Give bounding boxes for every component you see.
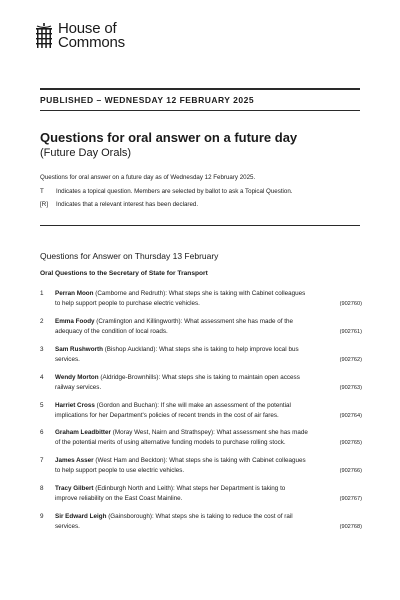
question-number: 3 (40, 346, 44, 353)
constituency: (Bishop Auckland): (104, 346, 158, 353)
question-ref: (902767) (339, 496, 362, 502)
question-ref: (902768) (339, 524, 362, 530)
question-text-line2: services. (55, 523, 80, 530)
question-text-line2: to help support people to use electric vehicles. (55, 467, 185, 474)
constituency: (Aldridge-Brownhills): (100, 374, 161, 381)
question-number: 7 (40, 457, 44, 464)
member-name: Sir Edward Leigh (55, 513, 107, 520)
member-name: Harriet Cross (55, 402, 95, 409)
constituency: (Cramlington and Killingworth): (96, 318, 183, 325)
question-ref: (902766) (339, 468, 362, 474)
published-date: PUBLISHED – WEDNESDAY 12 FEBRUARY 2025 (40, 95, 255, 105)
logo-line-1: House of (58, 20, 117, 37)
constituency: (West Ham and Beckton): (95, 457, 168, 464)
top-divider (40, 88, 360, 90)
question-text-line1: What steps she is taking to reduce the cost of rail (153, 513, 293, 520)
section-heading: Questions for Answer on Thursday 13 February (40, 251, 219, 261)
question-text-line1: What steps she is taking to maintain open access (160, 374, 300, 381)
question-ref: (902764) (339, 413, 362, 419)
question-text-line2: of the potential merits of using alternative funding models to purchase rolling stock. (55, 439, 286, 446)
question-text-line2: adequacy of the condition of local roads. (55, 328, 168, 335)
question-number: 6 (40, 429, 44, 436)
question-text-line1: What steps she is taking to help improve local bus (157, 346, 299, 353)
legend-key: T (40, 188, 44, 195)
question-text-line1: What steps she is taking with Cabinet colleagues (167, 290, 306, 297)
legend-interest (40, 201, 198, 208)
question-text-line1: What steps her Department is taking to (174, 485, 286, 492)
constituency: (Gordon and Buchan): (96, 402, 159, 409)
question-ref: (902760) (339, 301, 362, 307)
question-text-line1: If she will make an assessment of the potential (158, 402, 291, 409)
question-number: 8 (40, 485, 44, 492)
member-name: Wendy Morton (55, 374, 99, 381)
member-name: James Asser (55, 457, 94, 464)
question-text-line2: implications for her Department's policies of recent trends in the cost of air fares. (55, 412, 279, 419)
question-number: 9 (40, 513, 44, 520)
question-ref: (902761) (339, 329, 362, 335)
legend-topical (40, 188, 293, 195)
legend-key: [R] (40, 201, 48, 208)
intro-text: Questions for oral answer on a future day as of Wednesday 12 February 2025. (40, 174, 256, 181)
question-text-line2: improve reliability on the East Coast Mainline. (55, 495, 183, 502)
published-divider (40, 110, 360, 111)
question-ref: (902765) (339, 440, 362, 446)
question-text-line2: railway services. (55, 384, 102, 391)
question-number: 4 (40, 374, 44, 381)
member-name: Emma Foody (55, 318, 95, 325)
house-of-commons-logo (34, 22, 125, 50)
constituency: (Edinburgh North and Leith): (95, 485, 175, 492)
constituency: (Gainsborough): (108, 513, 154, 520)
member-name: Perran Moon (55, 290, 94, 297)
question-text-line2: services. (55, 356, 80, 363)
member-name: Tracy Gilbert (55, 485, 94, 492)
constituency: (Moray West, Nairn and Strathspey): (112, 429, 215, 436)
question-number: 1 (40, 290, 44, 297)
department-heading: Oral Questions to the Secretary of State for Transport (40, 270, 208, 277)
logo-line-2: Commons (58, 34, 125, 51)
page-title: Questions for oral answer on a future day (40, 130, 298, 145)
section-divider (40, 225, 360, 226)
question-text-line1: What assessment she has made of the (182, 318, 293, 325)
member-name: Graham Leadbitter (55, 429, 111, 436)
question-text-line1: What assessment she has made (214, 429, 308, 436)
legend-text: Indicates that a relevant interest has been declared. (56, 201, 199, 208)
question-text-line2: to help support people to purchase electric vehicles. (55, 300, 200, 307)
question-number: 5 (40, 402, 44, 409)
legend-text: Indicates a topical question. Members are selected by ballot to ask a Topical Question. (56, 188, 293, 195)
page-subtitle: (Future Day Orals) (40, 147, 132, 159)
question-number: 2 (40, 318, 44, 325)
question-ref: (902763) (339, 385, 362, 391)
portcullis-icon (34, 23, 54, 49)
constituency: (Camborne and Redruth): (95, 290, 168, 297)
member-name: Sam Rushworth (55, 346, 103, 353)
question-ref: (902762) (339, 357, 362, 363)
question-text-line1: What steps she is taking with Cabinet colleagues (167, 457, 306, 464)
